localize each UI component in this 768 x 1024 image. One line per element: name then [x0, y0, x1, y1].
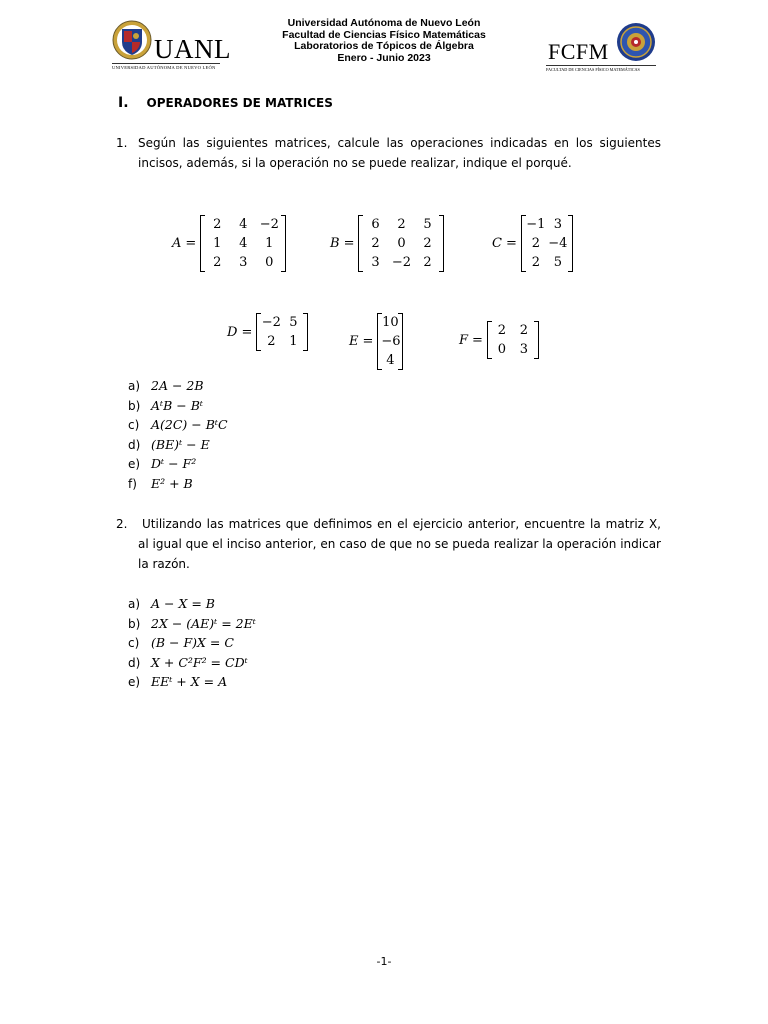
matrix-bracket: [377, 313, 403, 370]
question-2-number: 2.: [116, 517, 128, 531]
matrix-cell: 3: [371, 255, 380, 270]
item-expression: EEᵗ + X = A: [151, 674, 228, 689]
equals-sign: =: [472, 332, 483, 348]
q2-item: [128, 674, 227, 693]
matrix-cell: 2: [397, 217, 406, 232]
item-expression: X + C²F² = CDᵗ: [151, 654, 248, 670]
item-label: d): [128, 437, 141, 452]
matrix-bracket: [256, 313, 308, 351]
matrix-cell: 6: [371, 217, 380, 232]
q2-item: [128, 635, 234, 654]
q2-item: [128, 596, 215, 615]
item-label: f): [128, 476, 137, 491]
matrix-bracket: [487, 321, 539, 359]
section-heading: [118, 95, 333, 111]
item-label: b): [128, 616, 141, 631]
item-label: b): [128, 398, 141, 413]
item-label: a): [128, 379, 141, 393]
matrix-cell: 4: [239, 236, 248, 251]
matrix-bracket: [358, 215, 444, 272]
item-label: e): [128, 675, 141, 689]
matrix-cell: −2: [391, 255, 412, 270]
item-expression: (BE)ᵗ − E: [151, 436, 210, 452]
matrix-cell: 2: [531, 236, 540, 251]
q1-item: [128, 437, 210, 456]
matrix-bracket: [200, 215, 286, 272]
header-line-university: Universidad Autónoma de Nuevo León: [287, 17, 481, 29]
matrix-cell: −2: [261, 315, 281, 330]
matrix-cell: −6: [381, 334, 401, 349]
matrix-cell: 2: [497, 323, 507, 338]
equals-sign: =: [343, 236, 355, 251]
section-title: OPERADORES DE MATRICES: [146, 96, 333, 110]
matrix-cell: 2: [423, 236, 432, 251]
matrix-e: [349, 313, 403, 370]
fcfm-wordmark: FCFM: [548, 39, 609, 64]
matrix-cell: 1: [265, 236, 274, 251]
q1-item: [128, 456, 196, 475]
equals-sign: =: [241, 324, 253, 340]
equals-sign: =: [185, 236, 197, 251]
item-expression: 2X − (AE)ᵗ = 2Eᵗ: [151, 615, 256, 631]
item-label: c): [128, 418, 140, 432]
item-label: c): [128, 636, 140, 650]
equals-sign: =: [362, 334, 374, 349]
q1-item: [128, 398, 203, 417]
item-label: a): [128, 597, 141, 611]
item-expression: Dᵗ − F²: [151, 456, 197, 471]
matrix-a: [172, 215, 286, 272]
matrix-cell: 4: [386, 353, 395, 368]
item-expression: (B − F)X = C: [151, 635, 234, 650]
matrix-cell: 0: [497, 342, 507, 357]
matrix-cell: 4: [239, 217, 248, 232]
matrix-cell: 3: [519, 342, 529, 357]
matrix-cell: 2: [423, 255, 432, 270]
section-number: I.: [118, 95, 129, 111]
matrix-cell: 1: [289, 334, 298, 349]
item-expression: 2A − 2B: [151, 378, 204, 393]
question-1-number: 1.: [116, 136, 128, 150]
matrix-f: [459, 321, 539, 359]
matrix-bracket: [521, 215, 573, 272]
matrix-cell: −2: [259, 217, 279, 232]
matrix-cell: 2: [213, 217, 222, 232]
uanl-subtitle: UNIVERSIDAD AUTÓNOMA DE NUEVO LEÓN: [112, 63, 220, 70]
header-line-term: Enero - Junio 2023: [337, 51, 431, 64]
matrix-cell: 2: [531, 255, 540, 270]
matrix-name: A: [172, 236, 182, 251]
matrix-name: F: [459, 332, 469, 348]
q2-item: [128, 655, 248, 674]
q1-item: [128, 417, 228, 436]
matrix-cell: 3: [239, 255, 248, 270]
page-number: -1-: [376, 955, 392, 968]
fcfm-subtitle: FACULTAD DE CIENCIAS FÍSICO MATEMÁTICAS: [546, 65, 656, 72]
matrix-cell: 0: [397, 236, 406, 251]
matrix-cell: 2: [519, 323, 529, 338]
document-header: [234, 18, 534, 64]
matrix-cell: −4: [548, 236, 568, 251]
matrix-cell: 10: [382, 315, 399, 330]
matrix-b: [330, 215, 444, 272]
header-line-faculty: Facultad de Ciencias Físico Matemáticas: [282, 28, 486, 41]
item-expression: A(2C) − BᵗC: [151, 417, 228, 432]
matrix-cell: 5: [553, 255, 562, 270]
equals-sign: =: [505, 236, 517, 251]
matrix-d: [227, 313, 308, 351]
q2-item: [128, 616, 256, 635]
header-line-course: Laboratorios de Tópicos de Álgebra: [294, 40, 474, 52]
matrix-cell: 2: [371, 236, 380, 251]
fcfm-logo: [546, 22, 658, 72]
item-label: d): [128, 655, 141, 670]
matrix-cell: 2: [267, 334, 276, 349]
item-expression: E² + B: [151, 475, 193, 491]
matrix-cell: −1: [526, 217, 546, 232]
matrix-cell: 2: [213, 255, 222, 270]
matrix-cell: 5: [423, 217, 432, 232]
matrix-name: C: [492, 236, 502, 251]
matrix-cell: 5: [289, 315, 298, 330]
q1-item: [128, 476, 193, 495]
question-2-text: Utilizando las matrices que definimos en el ejercicio anterior, encuentre la matriz X, al igual que el inciso anterior, en caso de que no se pueda realizar la operación indicar la razón.: [138, 517, 661, 571]
item-label: e): [128, 457, 141, 471]
uanl-wordmark: UANL: [154, 34, 231, 64]
matrix-cell: 0: [265, 255, 274, 270]
matrix-cell: 3: [553, 217, 562, 232]
q1-item: [128, 378, 204, 397]
matrix-cell: 1: [213, 236, 222, 251]
fcfm-seal-icon: [616, 22, 656, 62]
matrix-name: B: [330, 236, 340, 251]
matrix-name: E: [349, 334, 359, 349]
uanl-logo: [112, 20, 231, 70]
matrix-c: [492, 215, 573, 272]
item-expression: A − X = B: [151, 596, 215, 611]
matrix-name: D: [227, 324, 238, 340]
question-1-text: Según las siguientes matrices, calcule las operaciones indicadas en los siguientes incisos, además, si la operación no se puede realizar, indique el porqué.: [138, 136, 661, 170]
uanl-seal-icon: [112, 20, 152, 60]
item-expression: AᵗB − Bᵗ: [151, 397, 203, 413]
